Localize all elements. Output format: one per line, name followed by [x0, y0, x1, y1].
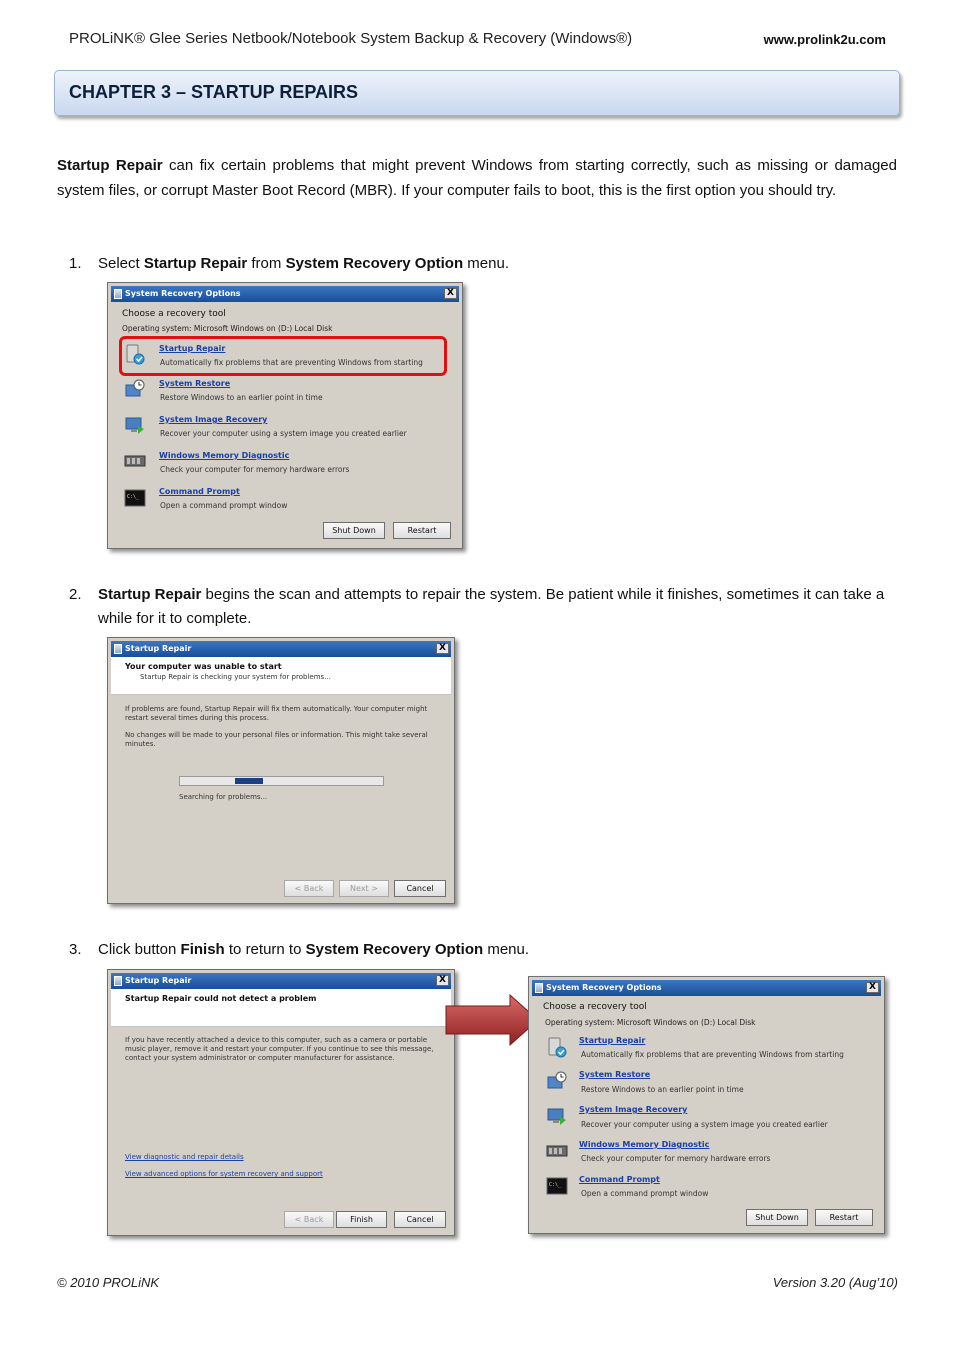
- startup-repair-result-window: [107, 969, 455, 1236]
- window-titlebar: [111, 641, 451, 657]
- tool-link-startup-repair[interactable]: Startup Repair: [159, 344, 226, 353]
- view-advanced-options-link[interactable]: View advanced options for system recovery and support: [125, 1170, 323, 1178]
- command-prompt-icon: [546, 1175, 568, 1197]
- startup-repair-highlight: [119, 336, 447, 376]
- tool-desc-system-restore: Restore Windows to an earlier point in time: [160, 393, 323, 402]
- startup-repair-icon: [546, 1036, 568, 1058]
- step-text-bold: System Recovery Option: [305, 941, 484, 958]
- cancel-button[interactable]: Cancel: [394, 880, 446, 897]
- tool-link-command-prompt[interactable]: Command Prompt: [159, 487, 240, 496]
- step-text-bold: System Recovery Option: [285, 255, 464, 272]
- step-text: [98, 938, 898, 962]
- scan-progress-bar: [179, 776, 384, 786]
- close-button[interactable]: X: [436, 975, 449, 986]
- step-text-part: from: [247, 255, 286, 272]
- system-restore-icon: [546, 1070, 568, 1092]
- window-title: Startup Repair: [125, 976, 192, 985]
- step-text-bold: Startup Repair: [143, 255, 248, 272]
- step-text-bold: Finish: [180, 941, 225, 958]
- tool-link-windows-memory-diagnostic[interactable]: Windows Memory Diagnostic: [159, 451, 290, 460]
- tool-desc-command-prompt: Open a command prompt window: [581, 1189, 709, 1198]
- step-text-bold: Startup Repair: [98, 586, 202, 603]
- window-app-icon: [114, 976, 122, 986]
- shut-down-button[interactable]: Shut Down: [746, 1209, 808, 1226]
- step-text: [98, 252, 898, 276]
- view-diagnostic-details-link[interactable]: View diagnostic and repair details: [125, 1153, 244, 1161]
- tool-desc-command-prompt: Open a command prompt window: [160, 501, 288, 510]
- back-button[interactable]: < Back: [284, 880, 334, 897]
- step-number: 3.: [69, 941, 82, 958]
- tool-desc-startup-repair: Automatically fix problems that are preventing Windows from starting: [160, 358, 423, 367]
- system-recovery-options-window: [107, 282, 463, 549]
- shut-down-button[interactable]: Shut Down: [323, 522, 385, 539]
- memory-diagnostic-icon: [546, 1140, 568, 1162]
- tool-desc-windows-memory-diagnostic: Check your computer for memory hardware errors: [160, 465, 350, 474]
- step-text: [98, 583, 898, 631]
- next-button[interactable]: Next >: [339, 880, 389, 897]
- tool-link-command-prompt[interactable]: Command Prompt: [579, 1175, 660, 1184]
- window-title: System Recovery Options: [546, 983, 662, 992]
- document-header-url: www.prolink2u.com: [763, 32, 886, 47]
- document-header-title: PROLiNK® Glee Series Netbook/Notebook System Backup & Recovery (Windows®): [69, 30, 633, 47]
- tool-link-system-restore[interactable]: System Restore: [159, 379, 231, 388]
- right-arrow-icon: [444, 993, 540, 1047]
- tool-link-startup-repair[interactable]: Startup Repair: [579, 1036, 646, 1045]
- step-text-part: menu.: [463, 255, 509, 272]
- startup-repair-scan-window: [107, 637, 455, 904]
- recovery-tool-heading: Choose a recovery tool: [543, 1002, 647, 1012]
- footer-copyright: © 2010 PROLiNK: [57, 1275, 160, 1290]
- cancel-button[interactable]: Cancel: [394, 1211, 446, 1228]
- step-text-part: to return to: [224, 941, 306, 958]
- tool-desc-system-image-recovery: Recover your computer using a system image you created earlier: [581, 1120, 828, 1129]
- scan-status: Searching for problems...: [179, 793, 268, 801]
- system-restore-icon: [124, 378, 146, 400]
- window-titlebar: [111, 973, 451, 989]
- window-titlebar: [111, 286, 459, 302]
- tool-desc-system-restore: Restore Windows to an earlier point in time: [581, 1085, 744, 1094]
- scan-body-1: If problems are found, Startup Repair will fix them automatically. Your computer might restart several times during this process.: [125, 705, 428, 722]
- window-titlebar: [532, 980, 881, 996]
- recovery-tool-heading: Choose a recovery tool: [122, 309, 226, 319]
- tool-link-windows-memory-diagnostic[interactable]: Windows Memory Diagnostic: [579, 1140, 710, 1149]
- window-app-icon: [114, 644, 122, 654]
- restart-button[interactable]: Restart: [815, 1209, 873, 1226]
- step-text-part: Click button: [98, 941, 181, 958]
- result-heading: Startup Repair could not detect a problem: [125, 994, 317, 1003]
- window-app-icon: [114, 289, 122, 299]
- close-button[interactable]: X: [866, 982, 879, 993]
- chapter-banner: [54, 70, 900, 116]
- window-title: System Recovery Options: [125, 289, 241, 298]
- intro-text: can fix certain problems that might prevent Windows from starting correctly, such as missing or damaged system files, or corrupt Master Boot Record (MBR). If your computer fails to boot, this is the first option you should try.: [57, 157, 897, 199]
- scan-progress-fill: [235, 778, 263, 784]
- intro-bold: Startup Repair: [57, 157, 163, 174]
- restart-button[interactable]: Restart: [393, 522, 451, 539]
- tool-desc-windows-memory-diagnostic: Check your computer for memory hardware errors: [581, 1154, 771, 1163]
- close-button[interactable]: X: [436, 643, 449, 654]
- operating-system-label: Operating system: Microsoft Windows on (D:) Local Disk: [122, 324, 333, 333]
- tool-link-system-image-recovery[interactable]: System Image Recovery: [579, 1105, 688, 1114]
- back-button[interactable]: < Back: [284, 1211, 334, 1228]
- tool-link-system-image-recovery[interactable]: System Image Recovery: [159, 415, 268, 424]
- chapter-title: CHAPTER 3 – STARTUP REPAIRS: [69, 82, 359, 102]
- tool-desc-system-image-recovery: Recover your computer using a system image you created earlier: [160, 429, 407, 438]
- intro-paragraph: [57, 154, 897, 203]
- system-image-recovery-icon: [546, 1105, 568, 1127]
- step-text-part: begins the scan and attempts to repair the system. Be patient while it finishes, sometimes it can take a while for it to complete.: [98, 586, 885, 627]
- close-button[interactable]: X: [444, 288, 457, 299]
- scan-subheading: Startup Repair is checking your system for problems...: [140, 673, 331, 681]
- tool-link-system-restore[interactable]: System Restore: [579, 1070, 651, 1079]
- finish-button[interactable]: Finish: [336, 1211, 387, 1228]
- window-title: Startup Repair: [125, 644, 192, 653]
- step-text-part: menu.: [483, 941, 530, 958]
- scan-heading: Your computer was unable to start: [125, 662, 282, 671]
- step-number: 2.: [69, 586, 82, 603]
- step-number: 1.: [69, 255, 82, 272]
- result-body: If you have recently attached a device to this computer, such as a camera or portable music player, remove it and restart your computer. If you continue to see this message, contact your system administrator or computer manufacturer for assistance.: [125, 1036, 434, 1062]
- footer-version: Version 3.20 (Aug’10): [772, 1275, 898, 1290]
- system-image-recovery-icon: [124, 414, 146, 436]
- system-recovery-options-window-after: [528, 976, 885, 1234]
- command-prompt-icon: [124, 487, 146, 509]
- svg-text:C:\_: C:\_: [127, 494, 140, 500]
- window-app-icon: [535, 983, 543, 993]
- scan-body-2: No changes will be made to your personal files or information. This might take several minutes.: [125, 731, 428, 748]
- tool-desc-startup-repair: Automatically fix problems that are preventing Windows from starting: [581, 1050, 844, 1059]
- svg-text:C:\_: C:\_: [549, 1182, 562, 1188]
- memory-diagnostic-icon: [124, 450, 146, 472]
- step-text-part: Select: [98, 255, 144, 272]
- operating-system-label: Operating system: Microsoft Windows on (D:) Local Disk: [545, 1018, 756, 1027]
